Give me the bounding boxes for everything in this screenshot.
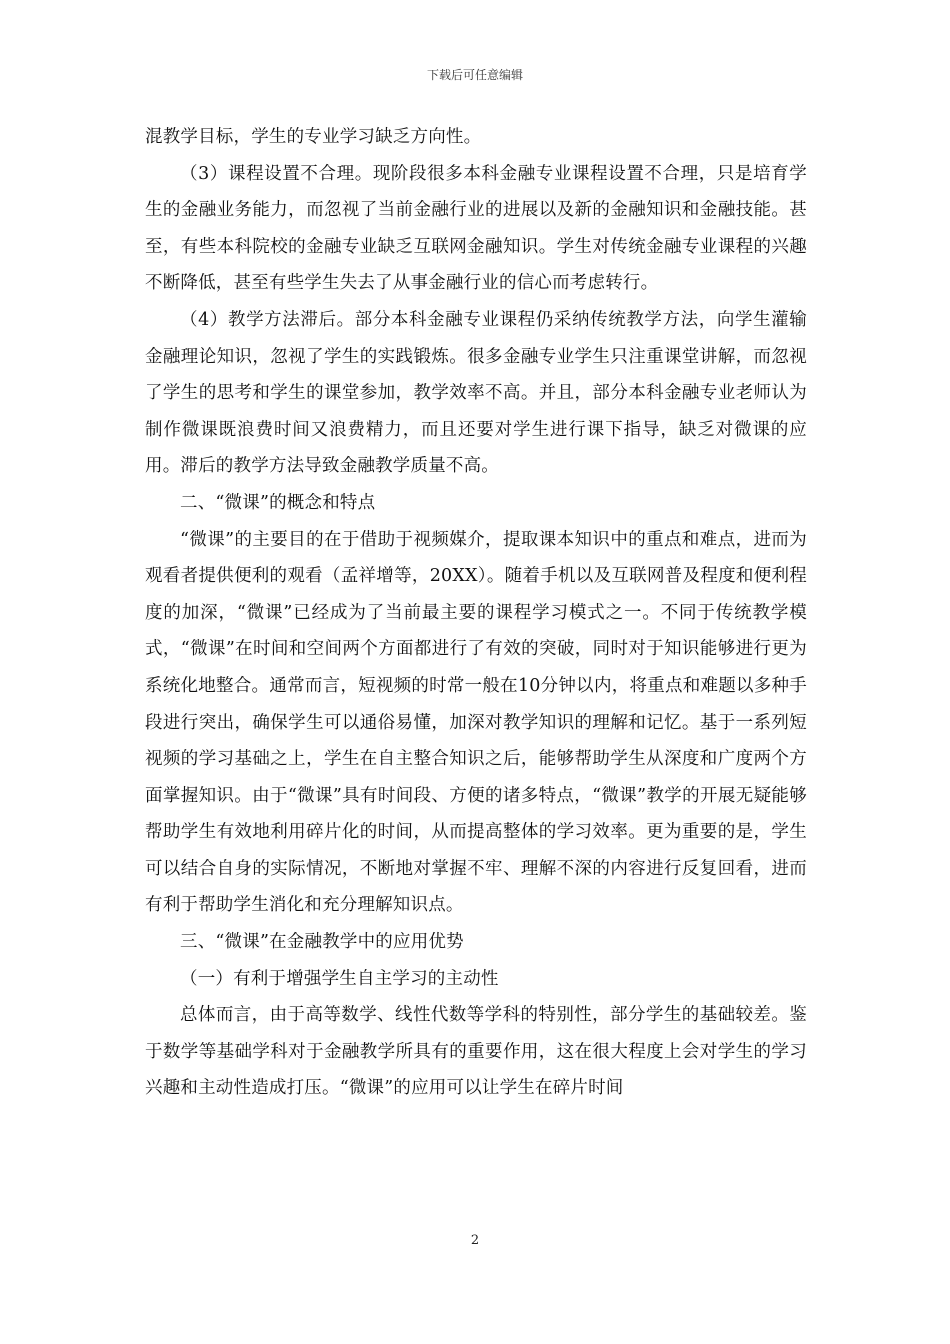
paragraph-teaching-method: （4）教学方法滞后。部分本科金融专业课程仍采纳传统教学方法，向学生灌输金融理论知识，忽视了学生的实践锻炼。很多金融专业学生只注重课堂讲解，而忽视了学生的思考和学生的课堂参加，教学效率不高。并且，部分本科金融专业老师认为制作微课既浪费时间又浪费精力，而且还要对学生进行课下指导，缺乏对微课的应用。滞后的教学方法导致金融教学质量不高。	[145, 309, 807, 477]
paragraph-continuation: 混教学目标，学生的专业学习缺乏方向性。	[145, 127, 482, 147]
subsection-heading-1: （一）有利于增强学生自主学习的主动性	[180, 968, 499, 989]
page-header: 下载后可任意编辑	[426, 68, 523, 82]
paragraph-course-setting: （3）课程设置不合理。现阶段很多本科金融专业课程设置不合理，只是培育学生的金融业务能力，而忽视了当前金融行业的进展以及新的金融知识和金融技能。甚至，有些本科院校的金融专业缺乏互联网金融知识。学生对传统金融专业课程的兴趣不断降低，甚至有些学生失去了从事金融行业的信心而考虑转行。	[145, 163, 807, 294]
section-heading-2: 二、“微课”的概念和特点	[180, 492, 376, 513]
page-number: 2	[470, 1233, 480, 1248]
paragraph-micro-course-concept: “微课”的主要目的在于借助于视频媒介，提取课本知识中的重点和难点，进而为观看者提供便利的观看（孟祥增等，20XX）。随着手机以及互联网普及程度和便利程度的加深，“微课”已经成为了当前最主要的课程学习模式之一。不同于传统教学模式，“微课”在时间和空间两个方面都进行了有效的突破，同时对于知识能够进行更为系统化地整合。通常而言，短视频的时常一般在10分钟以内，将重点和难题以多种手段进行突出，确保学生可以通俗易懂，加深对教学知识的理解和记忆。基于一系列短视频的学习基础之上，学生在自主整合知识之后，能够帮助学生从深度和广度两个方面掌握知识。由于“微课”具有时间段、方便的诸多特点，“微课”教学的开展无疑能够帮助学生有效地利用碎片化的时间，从而提高整体的学习效率。更为重要的是，学生可以结合自身的实际情况，不断地对掌握不牢、理解不深的内容进行反复回看，进而有利于帮助学生消化和充分理解知识点。	[145, 529, 807, 916]
paragraph-advantage-intro: 总体而言，由于高等数学、线性代数等学科的特别性，部分学生的基础较差。鉴于数学等基础学科对于金融教学所具有的重要作用，这在很大程度上会对学生的学习兴趣和主动性造成打压。“微课”的应用可以让学生在碎片时间	[145, 1005, 807, 1099]
section-heading-3: 三、“微课”在金融教学中的应用优势	[180, 932, 464, 953]
document-body	[145, 119, 807, 1107]
